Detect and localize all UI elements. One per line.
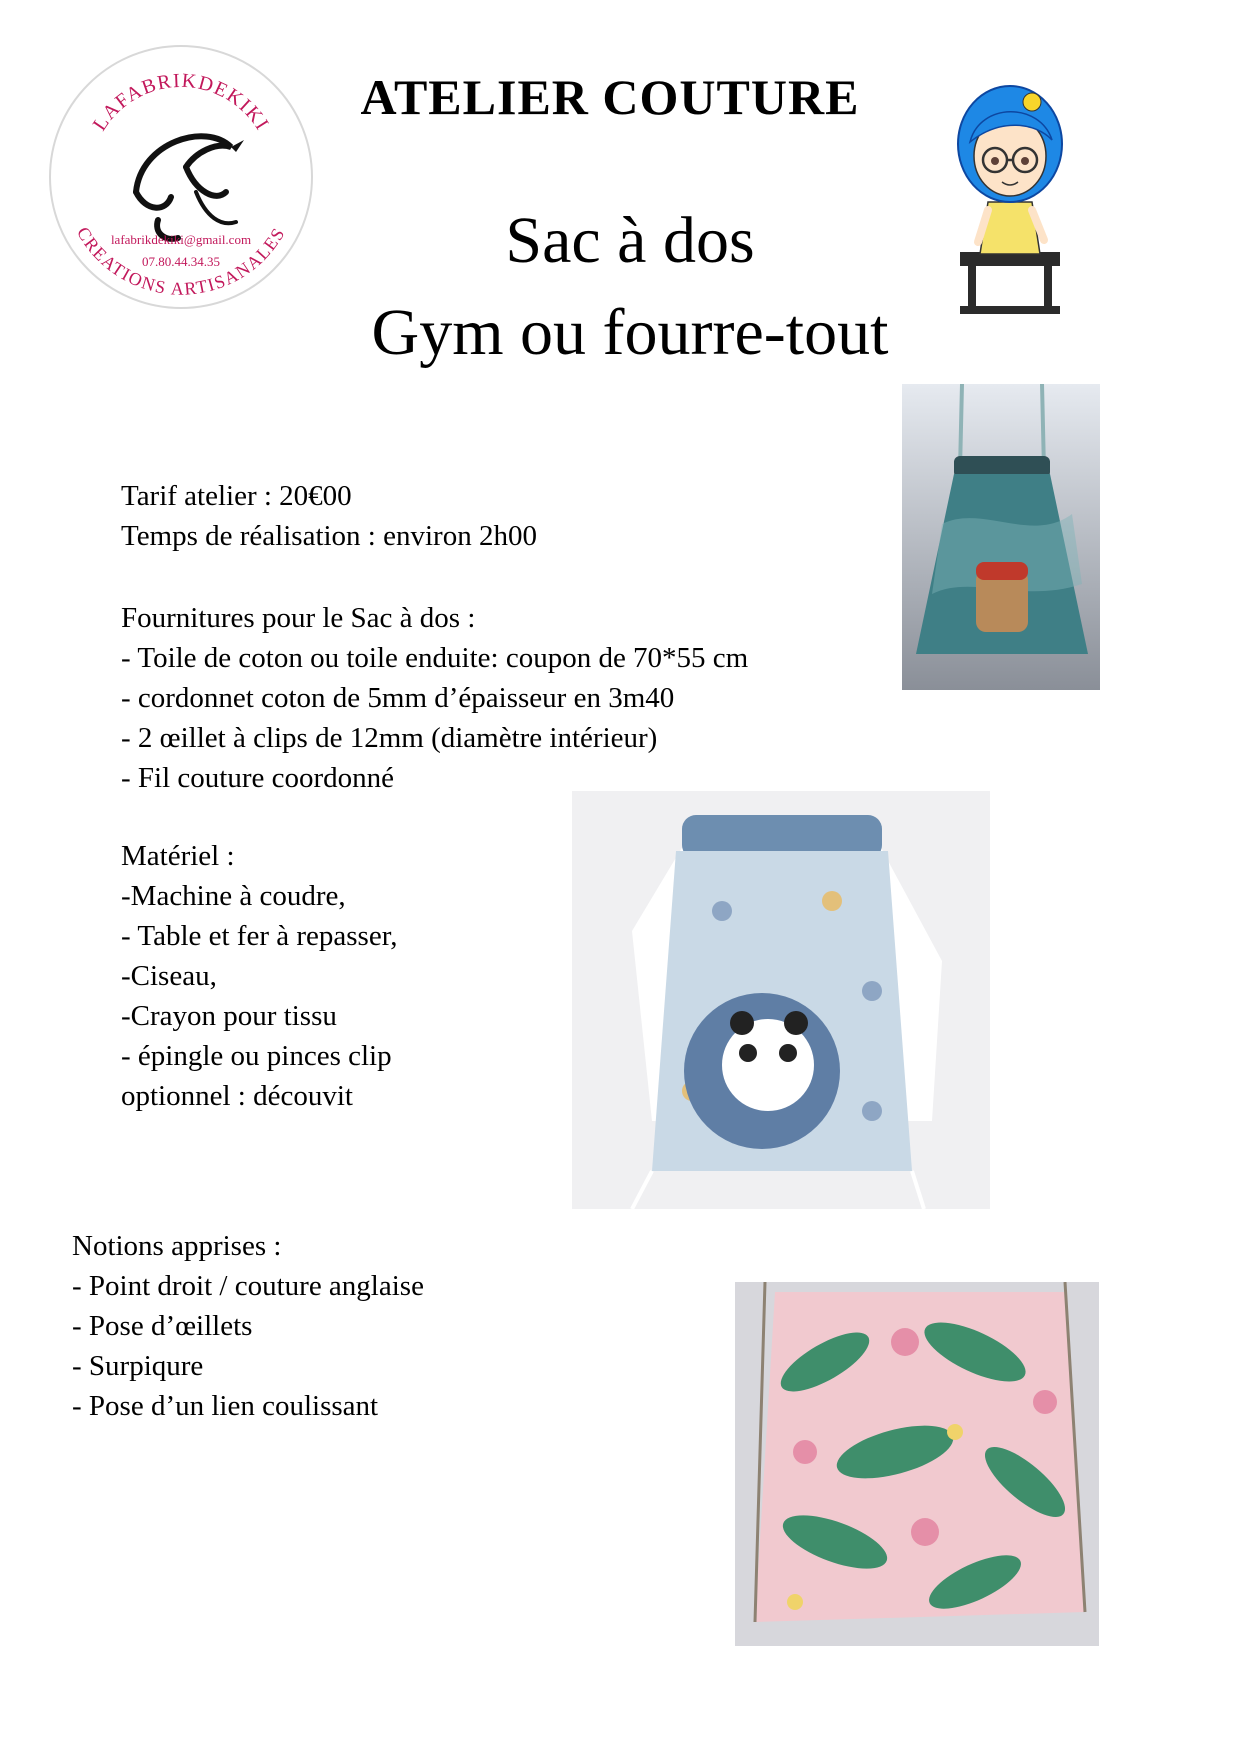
skills-heading: Notions apprises : — [72, 1230, 282, 1262]
list-item: - Point droit / couture anglaise — [72, 1270, 424, 1302]
list-item: -Ciseau, — [121, 960, 217, 992]
page-title: ATELIER COUTURE — [360, 69, 860, 125]
list-item: optionnel : découvit — [121, 1080, 353, 1112]
list-item: - Pose d’un lien coulissant — [72, 1390, 379, 1422]
floral-backpack-photo — [735, 1282, 1099, 1646]
list-item: - Toile de coton ou toile enduite: coupon de 70*55 cm — [121, 642, 749, 674]
duration-text: Temps de réalisation : environ 2h00 — [121, 520, 537, 552]
list-item: - Fil couture coordonné — [121, 762, 395, 794]
teal-backpack-photo — [902, 384, 1100, 690]
brand-logo — [46, 42, 316, 312]
logo-tagline: CREATIONS ARTISANALES — [72, 223, 290, 299]
supplies-heading: Fournitures pour le Sac à dos : — [121, 602, 476, 634]
project-title-line1: Sac à dos — [505, 204, 755, 277]
skills-list — [72, 1226, 424, 1426]
list-item: - Table et fer à repasser, — [121, 920, 398, 952]
workshop-info — [121, 476, 537, 556]
materials-list — [121, 836, 397, 1116]
list-item: -Machine à coudre, — [121, 880, 346, 912]
list-item: -Crayon pour tissu — [121, 1000, 337, 1032]
supplies-list — [121, 598, 748, 798]
list-item: - cordonnet coton de 5mm d’épaisseur en 3m40 — [121, 682, 675, 714]
materials-heading: Matériel : — [121, 840, 235, 872]
list-item: - Pose d’œillets — [72, 1310, 253, 1342]
logo-email: lafabrikdekiki@gmail.com — [110, 232, 252, 247]
price-text: Tarif atelier : 20€00 — [121, 480, 352, 512]
list-item: - 2 œillet à clips de 12mm (diamètre intérieur) — [121, 722, 658, 754]
project-title-line2: Gym ou fourre-tout — [371, 296, 889, 369]
seamstress-mascot-illustration — [940, 82, 1080, 322]
list-item: - épingle ou pinces clip — [121, 1040, 392, 1072]
panda-backpack-photo — [572, 791, 990, 1209]
list-item: - Surpiqure — [72, 1350, 204, 1382]
logo-phone: 07.80.44.34.35 — [142, 254, 220, 269]
logo-brand-text: LAFABRIKDEKIKI — [88, 69, 274, 135]
